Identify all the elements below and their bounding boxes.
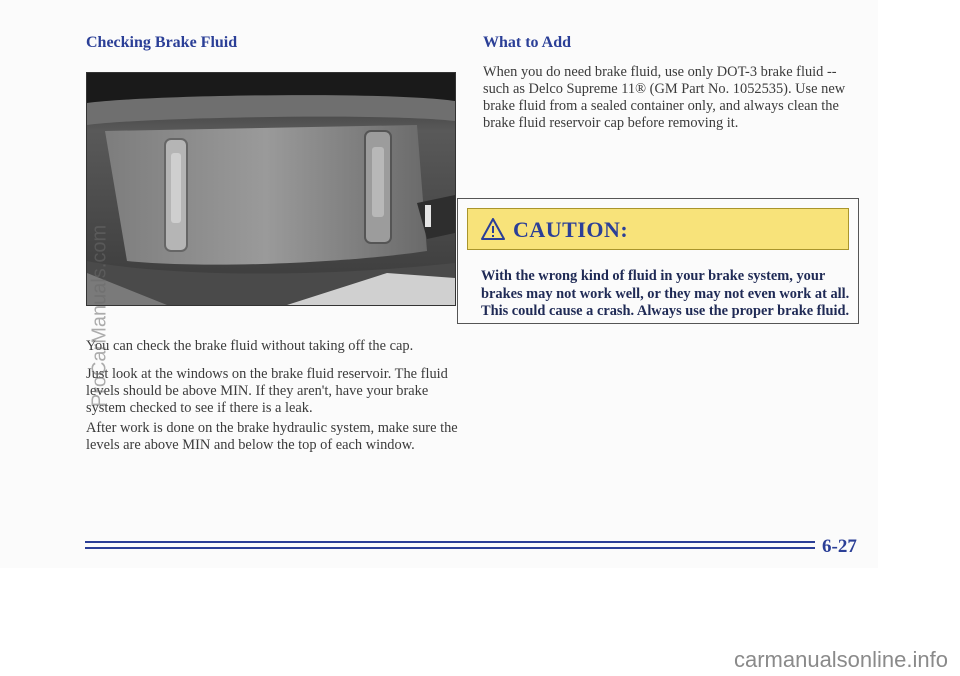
caution-title: CAUTION:	[513, 217, 629, 242]
right-paragraph: When you do need brake fluid, use only DOT-3 brake fluid -- such as Delco Supreme 11® (GM Part No. 1052535). Use new brake fluid from a sealed container only, and always clean the brake fluid reservoir cap before removing it.	[483, 64, 846, 131]
left-heading: Checking Brake Fluid	[86, 34, 238, 51]
caution-banner	[467, 208, 849, 250]
reservoir-photo-graphic	[87, 73, 455, 305]
bottom-watermark: carmanualsonline.info	[733, 647, 948, 672]
page-number: 6-27	[822, 536, 857, 557]
footer-rule-bottom	[85, 547, 815, 549]
caution-text: With the wrong kind of fluid in your brake system, your brakes may not work well, or they may not even work at all. This could cause a crash. Always use the proper brake fluid.	[481, 268, 850, 319]
left-paragraph-3: After work is done on the brake hydraulic system, make sure the levels are above MIN and below the top of each window.	[86, 420, 458, 453]
brake-fluid-reservoir-photo	[86, 72, 456, 306]
footer-rule-top	[85, 541, 815, 543]
left-paragraph-1: You can check the brake fluid without taking off the cap.	[86, 338, 414, 354]
side-watermark: ProCarManuals.com	[88, 224, 111, 408]
warning-triangle-icon	[481, 218, 505, 240]
left-paragraph-2: Just look at the windows on the brake fluid reservoir. The fluid levels should be above MIN. If they aren't, have your brake system checked to see if there is a leak.	[86, 366, 448, 416]
caution-box	[457, 198, 859, 324]
right-heading: What to Add	[483, 34, 572, 51]
